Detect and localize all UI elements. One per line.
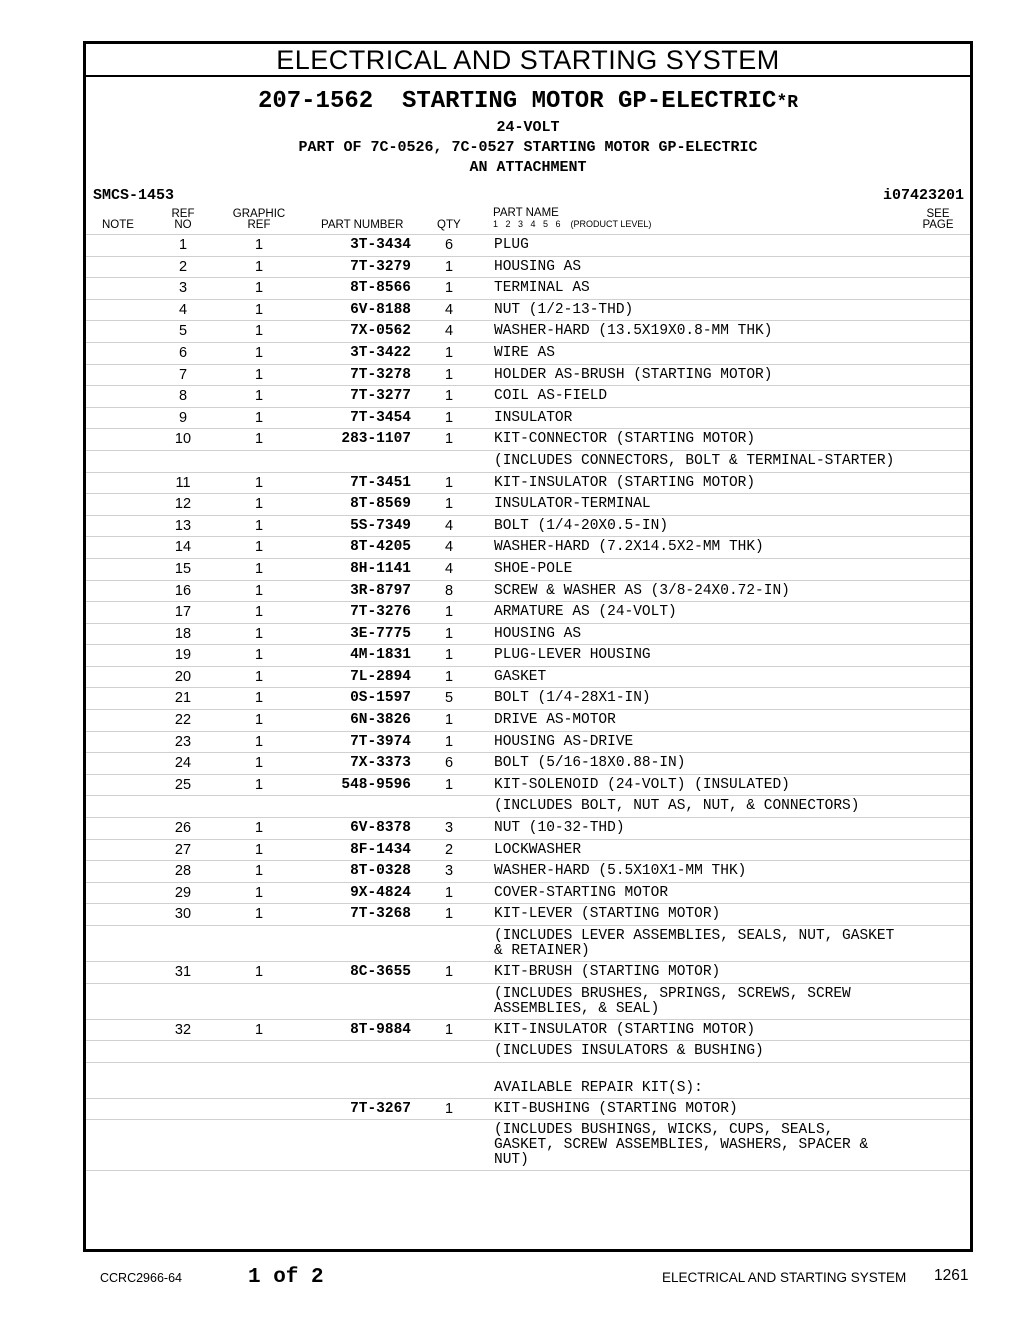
ref-no-cell: 25 xyxy=(174,776,192,793)
col-product-levels: 1 2 3 4 5 6 (PRODUCT LEVEL) xyxy=(493,219,652,229)
qty-cell: 5 xyxy=(444,690,454,707)
table-row xyxy=(86,1063,970,1099)
ref-no-cell: 4 xyxy=(178,301,188,318)
group-part-of: PART OF 7C-0526, 7C-0527 STARTING MOTOR GP-ELECTRIC xyxy=(298,139,758,156)
table-row xyxy=(86,861,970,883)
graphic-ref-cell: 1 xyxy=(254,964,264,980)
table-row xyxy=(86,732,970,754)
qty-cell: 1 xyxy=(444,258,454,275)
ref-no-cell: 11 xyxy=(175,474,191,491)
ref-no-cell: 26 xyxy=(174,820,192,837)
qty-cell: 1 xyxy=(444,280,454,297)
part-number-cell: 8T-0328 xyxy=(350,863,411,880)
table-row xyxy=(86,883,970,905)
ref-no-cell: 20 xyxy=(174,668,192,685)
ref-no-cell: 24 xyxy=(174,755,192,772)
part-number-cell: 6N-3826 xyxy=(350,712,411,729)
graphic-ref-cell: 1 xyxy=(254,496,264,513)
graphic-ref-cell: 1 xyxy=(254,841,264,858)
part-number-cell: 7T-3268 xyxy=(350,906,411,923)
graphic-ref-cell: 1 xyxy=(254,647,264,664)
ref-no-cell: 23 xyxy=(174,733,192,750)
graphic-ref-cell: 1 xyxy=(254,712,264,729)
ref-no-cell: 7 xyxy=(178,366,188,383)
table-row xyxy=(86,321,970,343)
qty-cell: 4 xyxy=(444,560,454,577)
qty-cell: 1 xyxy=(444,496,454,513)
table-row xyxy=(86,278,970,300)
part-number-cell: 8T-4205 xyxy=(350,539,411,556)
part-name-cell: NUT (1/2-13-THD) xyxy=(494,301,634,318)
part-number-cell: 6V-8188 xyxy=(350,301,411,318)
part-name-cell: HOUSING AS xyxy=(494,258,582,275)
table-row xyxy=(86,926,970,962)
graphic-ref-cell: 1 xyxy=(254,820,264,837)
part-name-cell: COIL AS-FIELD xyxy=(494,388,608,405)
table-row xyxy=(86,645,970,667)
part-number-cell: 4M-1831 xyxy=(350,647,411,664)
part-name-cell: (INCLUDES BOLT, NUT AS, NUT, & CONNECTORS) xyxy=(494,798,860,815)
graphic-ref-cell: 1 xyxy=(254,733,264,750)
graphic-ref-cell: 1 xyxy=(254,668,264,685)
qty-cell: 4 xyxy=(444,301,454,318)
part-name-cell: KIT-LEVER (STARTING MOTOR) xyxy=(494,906,721,923)
group-part-number: 207-1562 xyxy=(257,88,374,115)
ref-no-cell: 16 xyxy=(174,582,192,599)
part-name-cell: (INCLUDES LEVER ASSEMBLIES, SEALS, NUT, GASKET & RETAINER) xyxy=(494,928,895,959)
ref-no-cell: 17 xyxy=(174,604,192,621)
parts-table xyxy=(86,235,970,1171)
qty-cell: 1 xyxy=(444,388,454,405)
qty-cell: 1 xyxy=(444,1021,454,1038)
part-name-cell: (INCLUDES INSULATORS & BUSHING) xyxy=(494,1043,764,1060)
document-id: i07423201 xyxy=(882,187,964,204)
col-graphic-bottom: REF xyxy=(247,219,271,231)
table-row xyxy=(86,581,970,603)
qty-cell: 1 xyxy=(444,474,454,491)
ref-no-cell: 2 xyxy=(178,258,188,275)
table-row xyxy=(86,494,970,516)
part-number-cell: 3E-7775 xyxy=(350,625,411,642)
col-part-number: PART NUMBER xyxy=(321,219,404,231)
ref-no-cell: 18 xyxy=(174,625,192,642)
part-name-cell: KIT-INSULATOR (STARTING MOTOR) xyxy=(494,474,756,491)
table-row xyxy=(86,429,970,451)
qty-cell: 3 xyxy=(444,820,454,837)
table-row xyxy=(86,602,970,624)
table-row xyxy=(86,1041,970,1063)
qty-cell: 1 xyxy=(444,964,454,980)
ref-no-cell: 14 xyxy=(174,539,192,556)
part-number-cell: 3T-3422 xyxy=(350,344,411,361)
section-title: ELECTRICAL AND STARTING SYSTEM xyxy=(86,44,970,77)
part-number-cell: 3R-8797 xyxy=(350,582,411,599)
ref-no-cell: 6 xyxy=(178,344,188,361)
part-name-cell: WIRE AS xyxy=(494,344,555,361)
qty-cell: 1 xyxy=(444,906,454,923)
ref-no-cell: 12 xyxy=(174,496,192,513)
part-name-cell: PLUG-LEVER HOUSING xyxy=(494,647,651,664)
table-row xyxy=(86,984,970,1020)
ref-no-cell: 31 xyxy=(174,964,192,980)
ref-no-cell: 21 xyxy=(174,690,192,707)
qty-cell: 1 xyxy=(444,366,454,383)
part-name-cell: KIT-CONNECTOR (STARTING MOTOR) xyxy=(494,431,756,448)
table-row xyxy=(86,688,970,710)
qty-cell: 4 xyxy=(444,323,454,340)
qty-cell: 6 xyxy=(444,237,454,253)
qty-cell: 8 xyxy=(444,582,454,599)
part-name-cell: HOLDER AS-BRUSH (STARTING MOTOR) xyxy=(494,366,773,383)
ref-no-cell: 10 xyxy=(174,431,192,448)
part-number-cell: 7T-3451 xyxy=(350,474,411,491)
table-row xyxy=(86,473,970,495)
table-row xyxy=(86,408,970,430)
table-row xyxy=(86,818,970,840)
table-row xyxy=(86,516,970,538)
ref-no-cell: 28 xyxy=(174,863,192,880)
table-row xyxy=(86,1020,970,1042)
page-footer xyxy=(0,1262,1020,1292)
table-row xyxy=(86,753,970,775)
qty-cell: 1 xyxy=(444,647,454,664)
qty-cell: 1 xyxy=(444,431,454,448)
part-name-cell: DRIVE AS-MOTOR xyxy=(494,712,616,729)
ref-no-cell: 27 xyxy=(174,841,192,858)
qty-cell: 2 xyxy=(444,841,454,858)
group-header xyxy=(86,87,970,178)
col-note: NOTE xyxy=(102,219,134,231)
table-row xyxy=(86,451,970,473)
col-ref-bottom: NO xyxy=(174,219,192,231)
part-name-cell: KIT-SOLENOID (24-VOLT) (INSULATED) xyxy=(494,776,790,793)
qty-cell: 1 xyxy=(444,776,454,793)
ref-no-cell: 8 xyxy=(178,388,188,405)
part-name-cell: SCREW & WASHER AS (3/8-24X0.72-IN) xyxy=(494,582,790,599)
part-number-cell: 7L-2894 xyxy=(350,668,411,685)
part-name-cell: KIT-BUSHING (STARTING MOTOR) xyxy=(494,1100,738,1117)
part-number-cell: 7T-3454 xyxy=(350,409,411,426)
footer-system-name: ELECTRICAL AND STARTING SYSTEM xyxy=(662,1270,907,1285)
part-number-cell: 8H-1141 xyxy=(350,560,411,577)
graphic-ref-cell: 1 xyxy=(254,237,264,253)
part-name-cell: INSULATOR xyxy=(494,409,573,426)
part-number-cell: 283-1107 xyxy=(341,431,411,448)
part-number-cell: 8T-8569 xyxy=(350,496,411,513)
footer-page-of: 1 of 2 xyxy=(248,1266,324,1289)
table-row xyxy=(86,386,970,408)
part-name-cell: BOLT (1/4-20X0.5-IN) xyxy=(494,517,669,534)
ref-no-cell: 32 xyxy=(174,1021,192,1038)
part-number-cell: 7T-3974 xyxy=(350,733,411,750)
part-number-cell: 8T-8566 xyxy=(350,280,411,297)
group-title-suffix: *R xyxy=(776,93,799,113)
col-ref-top: REF xyxy=(171,208,195,220)
part-name-cell: BOLT (1/4-28X1-IN) xyxy=(494,690,651,707)
graphic-ref-cell: 1 xyxy=(254,560,264,577)
part-name-cell: BOLT (5/16-18X0.88-IN) xyxy=(494,755,686,772)
part-name-cell: KIT-INSULATOR (STARTING MOTOR) xyxy=(494,1021,756,1038)
part-name-cell: AVAILABLE REPAIR KIT(S): xyxy=(494,1079,703,1096)
ref-no-cell: 13 xyxy=(174,517,192,534)
part-name-cell: (INCLUDES BUSHINGS, WICKS, CUPS, SEALS, GASKET, SCREW ASSEMBLIES, WASHERS, SPACER & NUT) xyxy=(494,1122,869,1169)
ref-no-cell: 9 xyxy=(178,409,188,426)
table-row xyxy=(86,667,970,689)
group-title xyxy=(86,87,970,118)
part-number-cell: 0S-1597 xyxy=(350,690,411,707)
table-row xyxy=(86,624,970,646)
ref-no-cell: 1 xyxy=(178,237,188,253)
qty-cell: 4 xyxy=(444,539,454,556)
table-row xyxy=(86,962,970,984)
col-qty: QTY xyxy=(437,219,461,231)
col-graphic-top: GRAPHIC xyxy=(232,208,286,220)
table-row xyxy=(86,559,970,581)
part-name-cell: (INCLUDES CONNECTORS, BOLT & TERMINAL-STARTER) xyxy=(494,452,895,469)
part-name-cell: HOUSING AS-DRIVE xyxy=(494,733,634,750)
part-name-cell: GASKET xyxy=(494,668,547,685)
table-row xyxy=(86,537,970,559)
table-row xyxy=(86,840,970,862)
part-name-cell: KIT-BRUSH (STARTING MOTOR) xyxy=(494,964,721,980)
part-name-cell: COVER-STARTING MOTOR xyxy=(494,884,669,901)
part-number-cell: 7T-3276 xyxy=(350,604,411,621)
part-number-cell: 5S-7349 xyxy=(350,517,411,534)
part-name-cell: ARMATURE AS (24-VOLT) xyxy=(494,604,677,621)
ref-no-cell: 19 xyxy=(174,647,192,664)
graphic-ref-cell: 1 xyxy=(254,582,264,599)
part-number-cell: 7T-3279 xyxy=(350,258,411,275)
part-name-cell: LOCKWASHER xyxy=(494,841,582,858)
ref-no-cell: 29 xyxy=(174,884,192,901)
graphic-ref-cell: 1 xyxy=(254,280,264,297)
table-row xyxy=(86,904,970,926)
part-name-cell: NUT (10-32-THD) xyxy=(494,820,625,837)
ref-no-cell: 15 xyxy=(174,560,192,577)
table-row xyxy=(86,365,970,387)
group-voltage: 24-VOLT xyxy=(496,119,560,136)
part-number-cell: 7X-3373 xyxy=(350,755,411,772)
ref-no-cell: 3 xyxy=(178,280,188,297)
ref-no-cell: 22 xyxy=(174,712,192,729)
graphic-ref-cell: 1 xyxy=(254,409,264,426)
part-number-cell: 7T-3267 xyxy=(350,1100,411,1117)
graphic-ref-cell: 1 xyxy=(254,776,264,793)
part-name-cell: WASHER-HARD (7.2X14.5X2-MM THK) xyxy=(494,539,764,556)
table-row xyxy=(86,235,970,257)
table-row xyxy=(86,300,970,322)
smcs-code: SMCS-1453 xyxy=(93,187,175,204)
part-name-cell: PLUG xyxy=(494,237,529,253)
col-see-top: SEE xyxy=(926,208,950,220)
qty-cell: 6 xyxy=(444,755,454,772)
qty-cell: 1 xyxy=(444,344,454,361)
part-number-cell: 9X-4824 xyxy=(350,884,411,901)
part-number-cell: 8C-3655 xyxy=(350,964,411,980)
group-attachment-note: AN ATTACHMENT xyxy=(469,159,587,176)
part-number-cell: 8T-9884 xyxy=(350,1021,411,1038)
graphic-ref-cell: 1 xyxy=(254,366,264,383)
group-name: STARTING MOTOR GP-ELECTRIC xyxy=(401,88,777,115)
graphic-ref-cell: 1 xyxy=(254,431,264,448)
footer-page-number: 1261 xyxy=(934,1267,969,1284)
graphic-ref-cell: 1 xyxy=(254,323,264,340)
table-row xyxy=(86,257,970,279)
graphic-ref-cell: 1 xyxy=(254,517,264,534)
column-header xyxy=(86,206,970,235)
qty-cell: 1 xyxy=(444,668,454,685)
graphic-ref-cell: 1 xyxy=(254,344,264,361)
part-number-cell: 7X-0562 xyxy=(350,323,411,340)
part-name-cell: INSULATOR-TERMINAL xyxy=(494,496,651,513)
graphic-ref-cell: 1 xyxy=(254,604,264,621)
parts-page-frame xyxy=(83,41,973,1252)
part-name-cell: HOUSING AS xyxy=(494,625,582,642)
part-name-cell: WASHER-HARD (5.5X10X1-MM THK) xyxy=(494,863,747,880)
table-row xyxy=(86,710,970,732)
graphic-ref-cell: 1 xyxy=(254,258,264,275)
qty-cell: 1 xyxy=(444,712,454,729)
ref-no-cell: 30 xyxy=(174,906,192,923)
table-row xyxy=(86,775,970,797)
qty-cell: 1 xyxy=(444,604,454,621)
smcs-row xyxy=(86,186,970,206)
part-number-cell: 8F-1434 xyxy=(350,841,411,858)
graphic-ref-cell: 1 xyxy=(254,906,264,923)
graphic-ref-cell: 1 xyxy=(254,1021,264,1038)
qty-cell: 3 xyxy=(444,863,454,880)
graphic-ref-cell: 1 xyxy=(254,625,264,642)
qty-cell: 1 xyxy=(444,409,454,426)
part-number-cell: 6V-8378 xyxy=(350,820,411,837)
qty-cell: 1 xyxy=(444,884,454,901)
footer-doc-code: CCRC2966-64 xyxy=(100,1271,182,1285)
part-number-cell: 548-9596 xyxy=(341,776,411,793)
graphic-ref-cell: 1 xyxy=(254,755,264,772)
part-number-cell: 7T-3277 xyxy=(350,388,411,405)
graphic-ref-cell: 1 xyxy=(254,388,264,405)
part-name-cell: SHOE-POLE xyxy=(494,560,573,577)
ref-no-cell: 5 xyxy=(178,323,188,340)
table-row xyxy=(86,343,970,365)
col-see-bottom: PAGE xyxy=(922,219,954,231)
qty-cell: 1 xyxy=(444,1100,454,1117)
graphic-ref-cell: 1 xyxy=(254,884,264,901)
part-number-cell: 3T-3434 xyxy=(350,237,411,253)
graphic-ref-cell: 1 xyxy=(254,863,264,880)
part-name-cell: TERMINAL AS xyxy=(494,280,590,297)
part-name-cell: WASHER-HARD (13.5X19X0.8-MM THK) xyxy=(494,323,773,340)
graphic-ref-cell: 1 xyxy=(254,474,264,491)
qty-cell: 4 xyxy=(444,517,454,534)
part-name-cell: (INCLUDES BRUSHES, SPRINGS, SCREWS, SCREW ASSEMBLIES, & SEAL) xyxy=(494,985,851,1017)
table-row xyxy=(86,1120,970,1171)
qty-cell: 1 xyxy=(444,625,454,642)
graphic-ref-cell: 1 xyxy=(254,690,264,707)
graphic-ref-cell: 1 xyxy=(254,539,264,556)
graphic-ref-cell: 1 xyxy=(254,301,264,318)
col-part-name: PART NAME xyxy=(493,207,559,219)
table-row xyxy=(86,1099,970,1121)
table-row xyxy=(86,796,970,818)
qty-cell: 1 xyxy=(444,733,454,750)
part-number-cell: 7T-3278 xyxy=(350,366,411,383)
